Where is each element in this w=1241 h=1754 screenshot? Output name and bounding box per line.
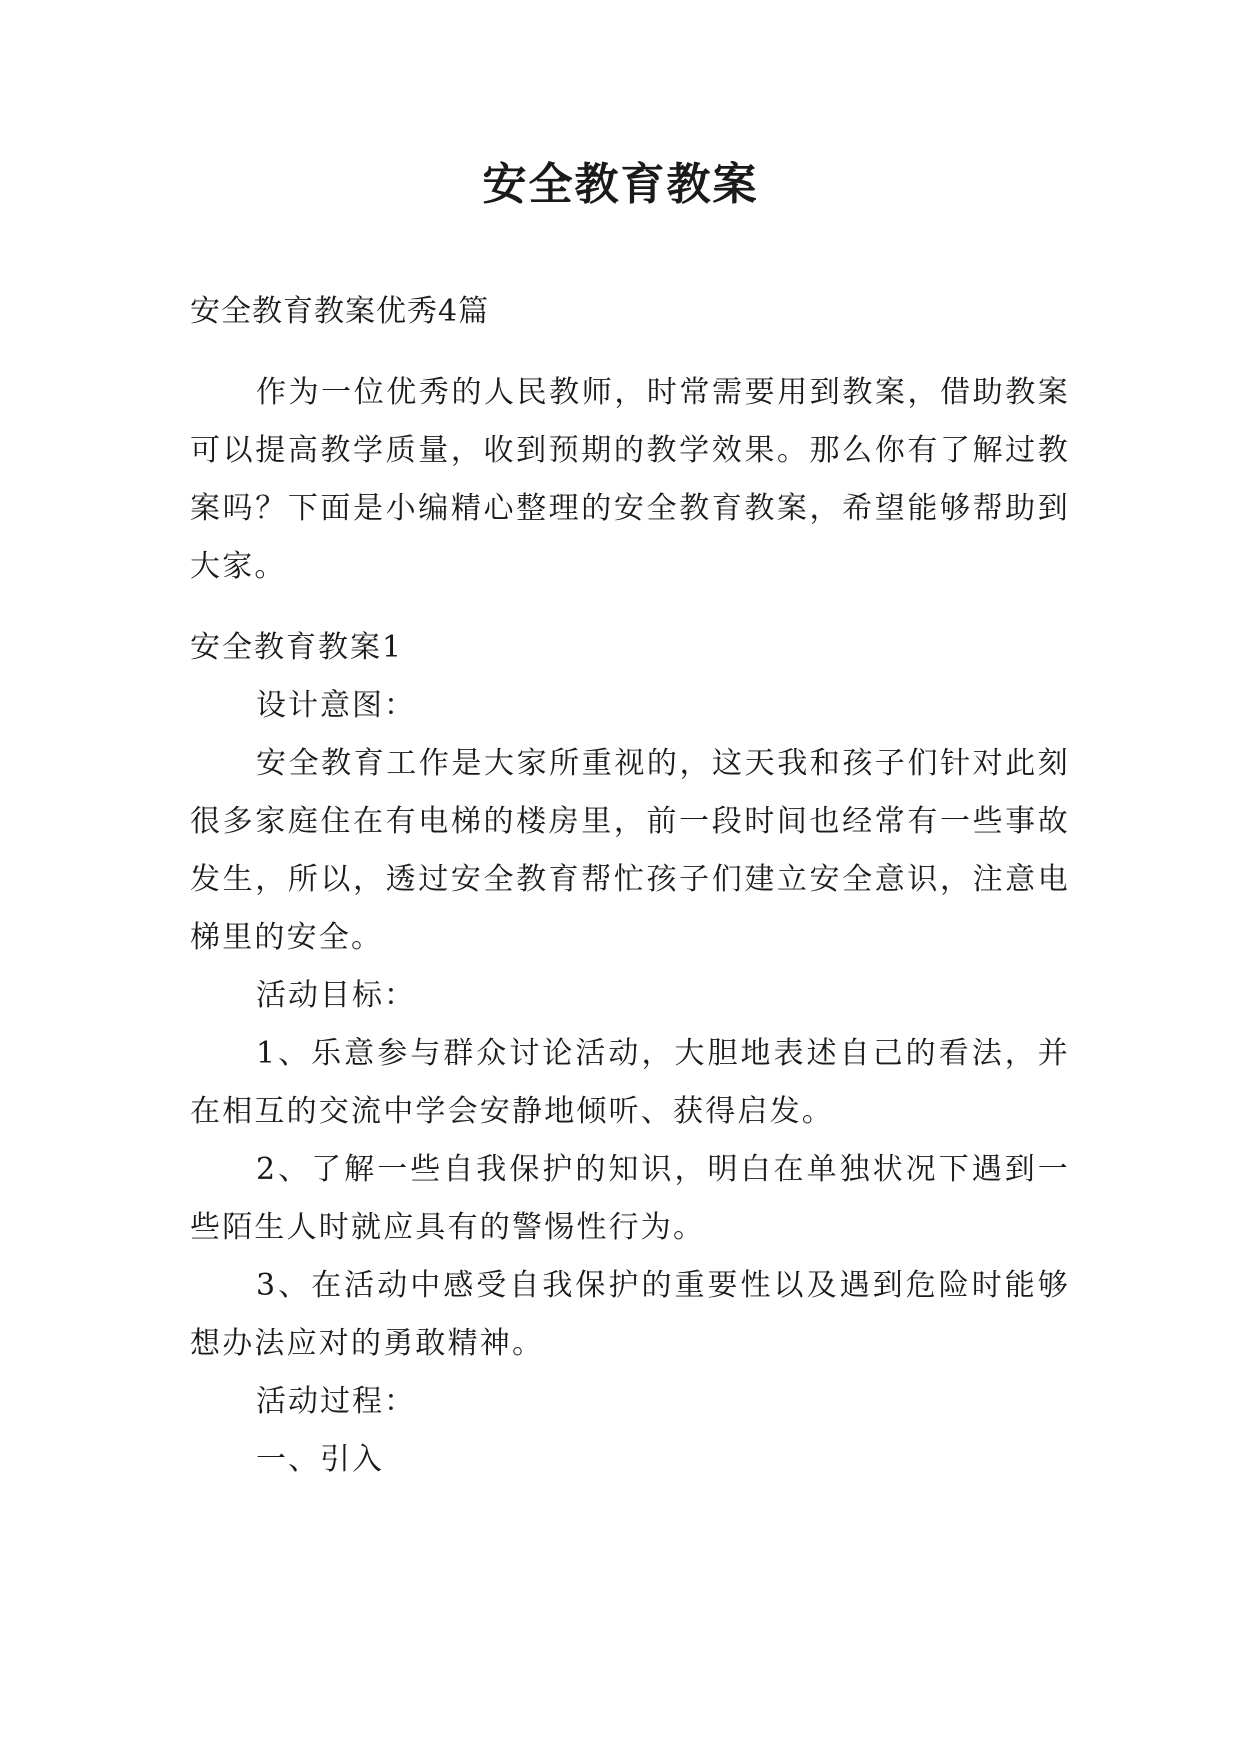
goal-item-3: 3、在活动中感受自我保护的重要性以及遇到危险时能够想办法应对的勇敢精神。 [190,1268,1070,1361]
document-subtitle: 安全教育教案优秀4篇 [190,294,490,329]
goal-item-2: 2、了解一些自我保护的知识，明白在单独状况下遇到一些陌生人时就应具有的警惕性行为。 [190,1152,1070,1245]
design-intent-label: 设计意图： [256,688,416,723]
activity-goals-label: 活动目标： [256,978,416,1013]
activity-process-label: 活动过程： [256,1384,416,1419]
goal-item-1: 1、乐意参与群众讨论活动，大胆地表述自己的看法，并在相互的交流中学会安静地倾听、获得启发。 [190,1036,1070,1129]
design-intent-paragraph: 安全教育工作是大家所重视的，这天我和孩子们针对此刻很多家庭住在有电梯的楼房里，前一段时间也经常有一些事故发生，所以，透过安全教育帮忙孩子们建立安全意识，注意电梯里的安全。 [190,746,1070,955]
page-title: 安全教育教案 [482,159,759,210]
intro-paragraph: 作为一位优秀的人民教师，时常需要用到教案，借助教案可以提高教学质量，收到预期的教学效果。那么你有了解过教案吗？下面是小编精心整理的安全教育教案，希望能够帮助到大家。 [190,375,1070,584]
section-heading: 安全教育教案1 [190,630,404,665]
process-step-1: 一、引入 [256,1442,384,1477]
